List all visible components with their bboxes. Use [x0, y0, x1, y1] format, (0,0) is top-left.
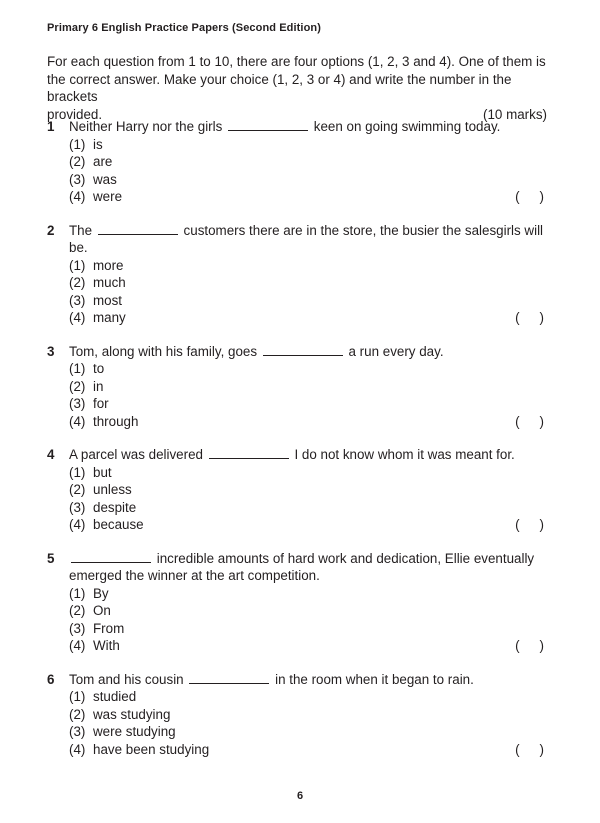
option-number: (4) [69, 741, 86, 757]
option-text: is [93, 136, 103, 152]
question-number: 3 [47, 343, 55, 359]
question-text-before: Tom and his cousin [69, 671, 184, 687]
option-4 [69, 413, 547, 431]
option-4 [69, 741, 547, 759]
option-number: (2) [69, 275, 86, 290]
option-text: despite [93, 499, 137, 515]
question-number: 4 [47, 447, 55, 462]
bracket-open: ( [515, 310, 520, 325]
option-text: many [93, 310, 126, 325]
bracket-close: ) [539, 741, 544, 757]
question-text-before: Neither Harry nor the girls [69, 119, 223, 134]
option-number: (1) [69, 689, 86, 704]
question-text-after: I do not know whom it was meant for. [294, 447, 515, 462]
option-number: (4) [69, 310, 86, 325]
option-3 [69, 723, 547, 741]
bracket-open: ( [515, 413, 520, 429]
option-text: was [93, 171, 117, 187]
marks-label: (10 marks) [483, 106, 547, 122]
option-text: in [93, 378, 104, 394]
option-list [69, 464, 547, 534]
question-text-after: incredible amounts of hard work and dedication, Ellie eventually [156, 550, 535, 566]
option-2 [69, 274, 547, 292]
option-number: (1) [69, 136, 86, 152]
question-text [69, 118, 547, 136]
question-number: 5 [47, 550, 55, 566]
question-text-after: a run every day. [348, 343, 444, 359]
option-number: (2) [69, 603, 86, 618]
option-number: (3) [69, 171, 86, 187]
question-text [69, 446, 547, 464]
option-1 [69, 257, 547, 275]
instructions-text: For each question from 1 to 10, there are four options (1, 2, 3 and 4). One of them is the correct answer. Make your choice (1, 2, 3 or 4) and write the number in the brackets [47, 54, 546, 104]
bracket-open: ( [515, 741, 520, 757]
question-text [69, 222, 547, 257]
question-text-before: A parcel was delivered [69, 447, 203, 462]
question-text-after: keen on going swimming today. [313, 119, 501, 134]
option-number: (4) [69, 517, 86, 532]
option-2 [69, 481, 547, 499]
instructions [47, 53, 547, 123]
question-stem [47, 671, 547, 689]
option-list [69, 360, 547, 430]
question-text [69, 550, 547, 585]
option-text: studied [93, 689, 137, 704]
option-text: From [93, 620, 125, 636]
answer-brackets[interactable] [515, 741, 544, 759]
option-text: By [93, 585, 109, 601]
question-text-before: The [69, 222, 93, 238]
option-number: (4) [69, 189, 86, 204]
option-4 [69, 309, 547, 327]
answer-blank[interactable] [71, 551, 151, 563]
question-stem [47, 343, 547, 361]
answer-brackets[interactable] [515, 516, 544, 534]
question-stem [47, 222, 547, 257]
bracket-close: ) [539, 413, 544, 429]
option-number: (3) [69, 724, 86, 739]
question-stem [47, 550, 547, 585]
option-text: more [93, 257, 124, 273]
option-text: have been studying [93, 741, 210, 757]
question-text-line2: emerged the winner at the art competition. [69, 568, 320, 583]
answer-brackets[interactable] [515, 413, 544, 431]
option-number: (3) [69, 620, 86, 636]
option-text: are [93, 154, 113, 169]
option-4 [69, 188, 547, 206]
answer-blank[interactable] [228, 119, 308, 131]
question-text [69, 671, 547, 689]
option-3 [69, 499, 547, 517]
option-number: (1) [69, 361, 86, 376]
question-stem [47, 118, 547, 136]
answer-blank[interactable] [263, 344, 343, 356]
option-text: for [93, 396, 109, 411]
option-1 [69, 360, 547, 378]
bracket-close: ) [539, 638, 544, 653]
question-3 [47, 343, 547, 431]
option-text: were [93, 189, 123, 204]
bracket-open: ( [515, 517, 520, 532]
option-number: (2) [69, 154, 86, 169]
option-text: unless [93, 482, 132, 497]
question-text-after: customers there are in the store, the busier the salesgirls will be. [69, 222, 544, 255]
running-title: Primary 6 English Practice Papers (Second Edition) [47, 22, 321, 34]
question-text-after: in the room when it began to rain. [275, 671, 474, 687]
option-text: On [93, 603, 111, 618]
option-3 [69, 171, 547, 189]
question-5 [47, 550, 547, 655]
answer-blank[interactable] [209, 447, 289, 459]
question-text-before: Tom, along with his family, goes [69, 343, 258, 359]
option-number: (1) [69, 464, 86, 480]
answer-blank[interactable] [98, 223, 178, 235]
option-1 [69, 464, 547, 482]
bracket-close: ) [539, 517, 544, 532]
answer-brackets[interactable] [515, 188, 544, 206]
question-4 [47, 446, 547, 534]
bracket-close: ) [539, 189, 544, 204]
question-2 [47, 222, 547, 327]
option-3 [69, 292, 547, 310]
option-1 [69, 136, 547, 154]
instructions-end: provided. [47, 106, 103, 122]
option-text: but [93, 464, 112, 480]
option-number: (4) [69, 413, 86, 429]
option-number: (1) [69, 257, 86, 273]
option-1 [69, 585, 547, 603]
bracket-open: ( [515, 638, 520, 653]
option-1 [69, 688, 547, 706]
option-4 [69, 637, 547, 655]
question-text [69, 343, 547, 361]
option-text: because [93, 517, 144, 532]
page-number: 6 [296, 790, 304, 802]
option-text: to [93, 361, 105, 376]
option-number: (4) [69, 638, 86, 653]
option-text: were studying [93, 724, 176, 739]
option-2 [69, 706, 547, 724]
option-number: (3) [69, 396, 86, 411]
question-number: 1 [47, 119, 55, 134]
option-2 [69, 602, 547, 620]
question-number: 6 [47, 671, 55, 687]
option-list [69, 585, 547, 655]
bracket-open: ( [515, 189, 520, 204]
option-text: through [93, 413, 139, 429]
option-list [69, 688, 547, 758]
option-list [69, 257, 547, 327]
option-list [69, 136, 547, 206]
option-text: With [93, 638, 120, 653]
question-list [47, 118, 547, 758]
answer-brackets[interactable] [515, 309, 544, 327]
question-stem [47, 446, 547, 464]
option-number: (2) [69, 378, 86, 394]
option-number: (2) [69, 482, 86, 497]
option-2 [69, 153, 547, 171]
option-text: most [93, 292, 123, 308]
question-6 [47, 671, 547, 759]
option-4 [69, 516, 547, 534]
option-number: (2) [69, 706, 86, 722]
option-text: much [93, 275, 126, 290]
answer-blank[interactable] [189, 672, 269, 684]
option-number: (3) [69, 292, 86, 308]
option-3 [69, 620, 547, 638]
option-text: was studying [93, 706, 171, 722]
answer-brackets[interactable] [515, 637, 544, 655]
question-1 [47, 118, 547, 206]
option-2 [69, 378, 547, 396]
option-number: (3) [69, 499, 86, 515]
option-number: (1) [69, 585, 86, 601]
option-3 [69, 395, 547, 413]
bracket-close: ) [539, 310, 544, 325]
question-number: 2 [47, 222, 55, 238]
